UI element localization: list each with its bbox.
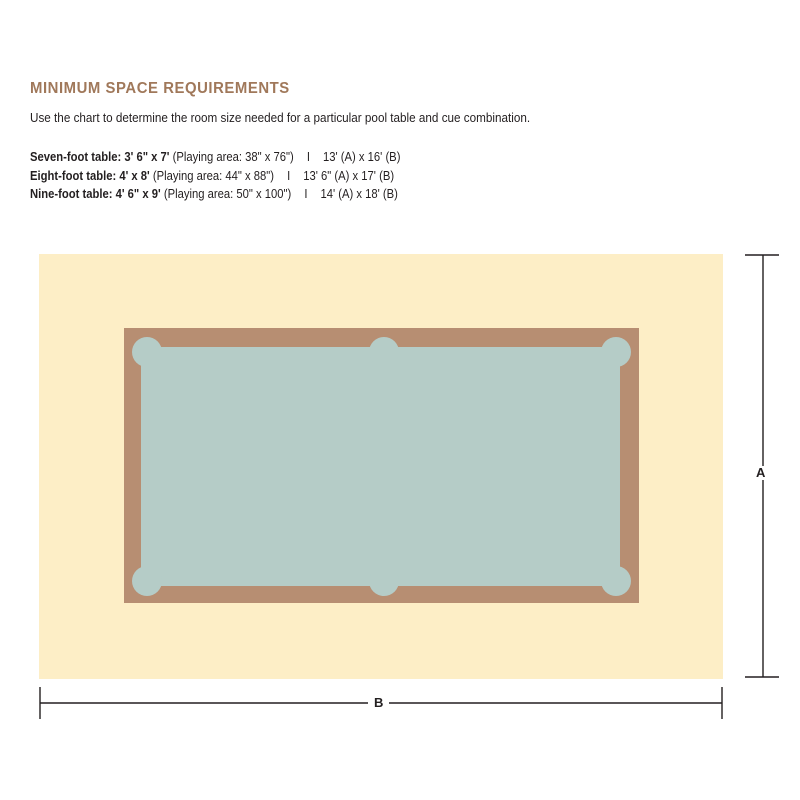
page-title: MINIMUM SPACE REQUIREMENTS [30, 80, 290, 97]
spec-table-size: Nine-foot table: 4' 6" x 9' [30, 187, 161, 201]
spec-playing-area: (Playing area: 50" x 100") [163, 187, 292, 201]
spec-divider: I [304, 187, 308, 201]
pocket-bottom-right [601, 566, 631, 596]
spec-playing-area: (Playing area: 44" x 88") [152, 168, 275, 183]
table-felt [141, 347, 620, 586]
spec-room-size: 13' 6" (A) x 17' (B) [303, 168, 395, 183]
intro-text: Use the chart to determine the room size needed for a particular pool table and cue combination. [30, 110, 531, 125]
spec-room-size: 13' (A) x 16' (B) [322, 150, 401, 164]
spec-divider: I [287, 168, 291, 183]
spec-playing-area: (Playing area: 38" x 76") [172, 150, 294, 164]
spec-table-size: Seven-foot table: 3' 6" x 7' [30, 150, 170, 164]
pocket-bottom-middle [369, 566, 399, 596]
dimension-b-label: B [368, 696, 389, 710]
pocket-top-left [132, 337, 162, 367]
spec-room-size: 14' (A) x 18' (B) [320, 187, 398, 201]
pocket-top-middle [369, 337, 399, 367]
spec-table-size: Eight-foot table: 4' x 8' [30, 168, 150, 183]
pocket-top-right [601, 337, 631, 367]
dimension-a-label: A [750, 466, 771, 480]
spec-divider: I [306, 150, 310, 164]
pocket-bottom-left [132, 566, 162, 596]
